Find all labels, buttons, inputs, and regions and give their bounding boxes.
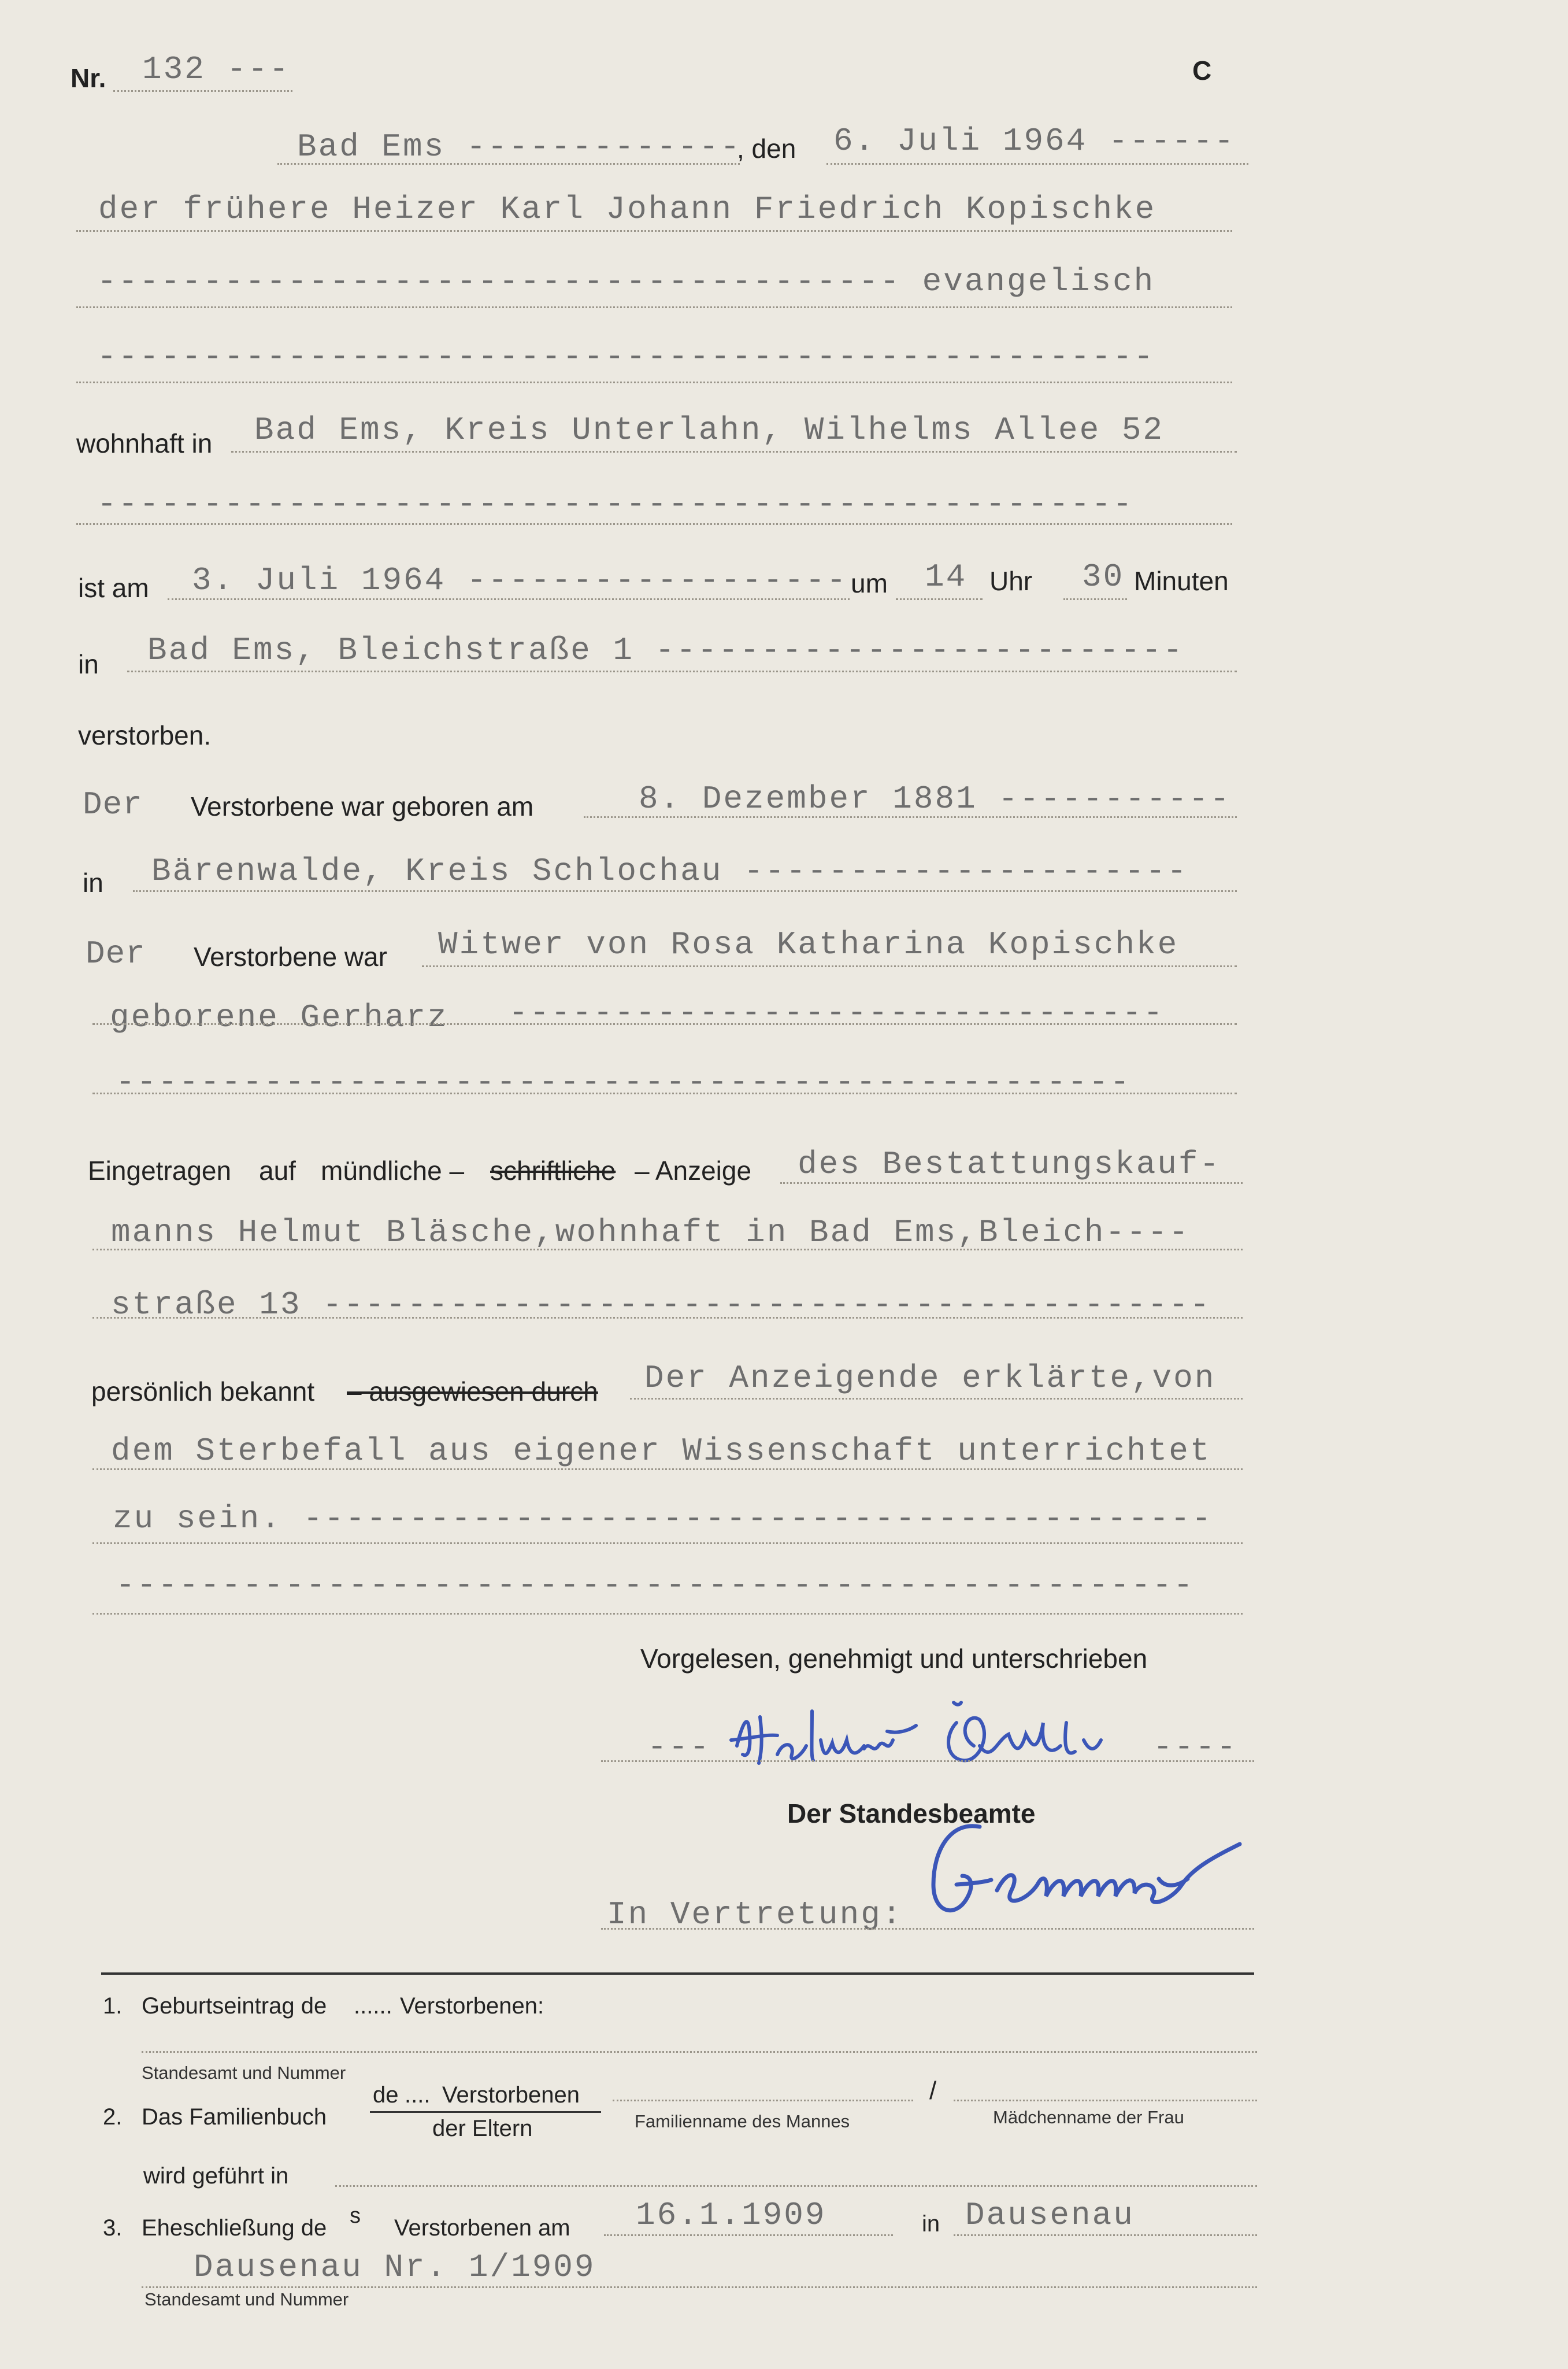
date-label: , den [737, 134, 796, 164]
registration-line2-dotline [92, 1249, 1243, 1250]
deceased-religion-line: -------------------------------------- evangelisch [97, 263, 1155, 300]
residence-dotline [231, 451, 1237, 453]
residence-line2: ------------------------------------------------- [97, 486, 1134, 523]
registered-label-a: Eingetragen [88, 1156, 232, 1186]
residence-line2-dotline [76, 523, 1232, 525]
birth-date-value: 8. Dezember 1881 ----------- [639, 780, 1231, 817]
death-um-label: um [851, 568, 888, 598]
footer-item1-number: 1. [103, 1993, 123, 2019]
birth-date-dotline [584, 816, 1237, 818]
footer-item2-frau-label: Mädchenname der Frau [993, 2107, 1184, 2127]
footer-item2-lower: der Eltern [432, 2116, 533, 2141]
corner-letter: C [1192, 55, 1212, 86]
status-der: Der [86, 935, 146, 972]
residence-value: Bad Ems, Kreis Unterlahn, Wilhelms Allee 52 [254, 412, 1165, 449]
death-hour-value: 14 [925, 558, 968, 595]
footer-item3-place: Dausenau [965, 2197, 1135, 2234]
informant-signature [725, 1700, 1147, 1775]
known-label: persönlich bekannt [91, 1376, 315, 1406]
deputy-signature-dotline [601, 1928, 1254, 1930]
death-place-dotline [127, 671, 1237, 672]
death-date-value: 3. Juli 1964 ------------------ [192, 562, 848, 599]
registration-value-line1: des Bestattungskauf- [798, 1146, 1221, 1183]
footer-item3-value: Verstorbenen am [394, 2215, 570, 2241]
signature-dash-right: ---- [1153, 1728, 1238, 1765]
death-minuten-label: Minuten [1134, 566, 1229, 596]
footer-item2-number: 2. [103, 2104, 123, 2130]
footer-separator-rule [101, 1972, 1254, 1975]
birth-der: Der [83, 786, 143, 823]
registrar-label: Der Standesbeamte [787, 1798, 1036, 1828]
known-value-line1: Der Anzeigende erklärte,von [644, 1360, 1216, 1397]
footer-item2-de: de [373, 2082, 399, 2108]
footer-item2-mann-label: Familienname des Mannes [635, 2111, 850, 2131]
status-line3: ------------------------------------------------ [116, 1064, 1132, 1101]
footer-item3-place-dotline [954, 2234, 1257, 2236]
deceased-filler-dotline [76, 382, 1232, 383]
footer-item3-s: s [350, 2204, 361, 2228]
residence-label: wohnhaft in [76, 428, 213, 458]
registrar-signature [916, 1815, 1269, 1931]
footer-item1-dots: ...... [354, 1993, 392, 2019]
death-minute-value: 30 [1082, 558, 1125, 595]
registry-date-dotline [826, 163, 1248, 165]
birth-label: Verstorbene war geboren am [191, 791, 534, 821]
death-hour-dotline [896, 598, 983, 600]
known-value-line3: zu sein. ------------------------------------------- [113, 1500, 1213, 1537]
informant-signature-dotline [601, 1760, 1254, 1762]
death-date-label: ist am [78, 573, 149, 603]
death-date-dotline [168, 598, 850, 600]
footer-item1-dotline [142, 2051, 1257, 2053]
status-value: Witwer von Rosa Katharina Kopischke [438, 926, 1179, 963]
registry-place-dotline [277, 163, 740, 165]
registration-value-line3: straße 13 ------------------------------------------ [111, 1286, 1211, 1323]
footer-item3-in: in [922, 2211, 940, 2237]
birth-place-value: Bärenwalde, Kreis Schlochau --------------------- [151, 853, 1188, 890]
record-number-value: 132 --- [142, 51, 291, 88]
known-line2-dotline [92, 1468, 1243, 1470]
deceased-name-dotline [76, 230, 1232, 232]
footer-item3-register: Dausenau Nr. 1/1909 [194, 2249, 596, 2286]
registered-label-d: – Anzeige [635, 1156, 752, 1186]
death-uhr-label: Uhr [989, 566, 1033, 596]
footer-item2-dots: .... [405, 2082, 431, 2108]
known-value-line2: dem Sterbefall aus eigener Wissenschaft unterrichtet [111, 1432, 1211, 1469]
footer-item3-register-dotline [142, 2286, 1257, 2288]
registrar-signature-drawing [916, 1815, 1269, 1931]
registered-label-b: auf [259, 1156, 296, 1186]
deputy-label: In Vertretung: [607, 1896, 903, 1933]
known-line3-dotline [92, 1542, 1243, 1544]
registration-line1-dotline [780, 1182, 1243, 1184]
footer-item2-label: Das Familienbuch [142, 2104, 327, 2130]
signature-dash-left: --- [647, 1728, 711, 1765]
footer-item3-date-dotline [604, 2234, 893, 2236]
deceased-religion-dotline [76, 306, 1232, 308]
footer-item1-value: Verstorbenen: [400, 1993, 544, 2019]
status-line2-a: geborene Gerharz [110, 999, 448, 1036]
footer-item2-kept-dotline [335, 2185, 1257, 2187]
registered-label-c: mündliche – [321, 1156, 465, 1186]
status-label: Verstorbene war [194, 942, 387, 972]
footer-item3-sub: Standesamt und Nummer [144, 2289, 349, 2309]
footer-item2-fraction-bar [370, 2111, 601, 2113]
footer-item3-number: 3. [103, 2215, 123, 2241]
deceased-name-line: der frühere Heizer Karl Johann Friedrich Kopischke [98, 191, 1156, 228]
status-line3-dotline [92, 1093, 1237, 1094]
footer-item2-mann-dotline [613, 2100, 913, 2101]
birth-place-label: in [83, 868, 103, 898]
known-struck: – ausgewiesen durch [347, 1376, 598, 1406]
footer-item1-sub: Standesamt und Nummer [142, 2063, 346, 2083]
footer-item2-slash: / [929, 2076, 937, 2105]
death-place-value: Bad Ems, Bleichstraße 1 ------------------------- [147, 632, 1184, 669]
known-line1-dotline [630, 1398, 1243, 1400]
registration-line3-dotline [92, 1317, 1243, 1319]
footer-item1-label: Geburtseintrag de [142, 1993, 327, 2019]
footer-item3-label: Eheschließung de [142, 2215, 327, 2241]
death-place-label: in [78, 649, 99, 679]
record-number-dotline [113, 90, 292, 92]
known-line4-dotline [92, 1613, 1243, 1615]
registration-value-line2: manns Helmut Bläsche,wohnhaft in Bad Ems,Bleich---- [111, 1214, 1190, 1251]
known-value-line4: --------------------------------------------------- [116, 1567, 1195, 1604]
informant-signature-drawing [725, 1700, 1147, 1775]
footer-item2-upper: Verstorbenen [442, 2082, 580, 2108]
status-dotline [422, 965, 1237, 967]
registered-label-struck: schriftliche [490, 1156, 616, 1186]
footer-item2-kept-label: wird geführt in [143, 2163, 289, 2189]
status-line2-dotline [92, 1023, 1237, 1025]
death-minute-dotline [1063, 598, 1127, 600]
record-number-label: Nr. [71, 63, 106, 93]
verstorben-label: verstorben. [78, 720, 212, 750]
read-approved-signed: Vorgelesen, genehmigt und unterschrieben [640, 1644, 1148, 1674]
footer-item3-date: 16.1.1909 [636, 2197, 826, 2234]
deceased-filler-line: -------------------------------------------------- [97, 338, 1155, 375]
registry-date: 6. Juli 1964 ------ [833, 123, 1236, 160]
status-line2-b: ------------------------------- [509, 994, 1165, 1031]
registry-place: Bad Ems ------------- [297, 128, 742, 165]
footer-item2-frau-dotline [954, 2100, 1257, 2101]
birth-place-dotline [133, 890, 1237, 892]
